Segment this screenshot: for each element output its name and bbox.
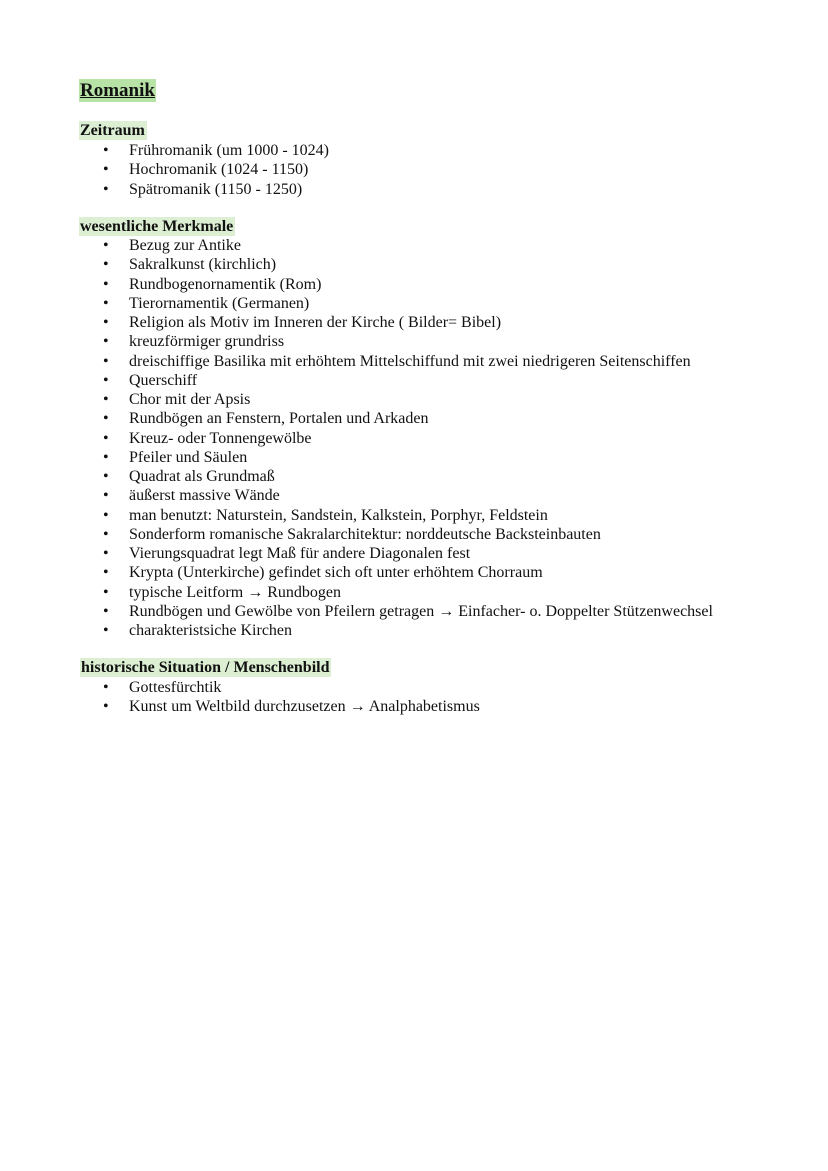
list-item: • Chor mit der Apsis (0, 390, 713, 409)
list-item: • Frühromanik (um 1000 - 1024) (0, 141, 329, 160)
list-item: • Sakralkunst (kirchlich) (0, 255, 713, 274)
list-item: • Religion als Motiv im Inneren der Kirche ( Bilder= Bibel) (0, 313, 713, 332)
list-item: • äußerst massive Wände (0, 486, 713, 505)
list-item: • Rundbögen an Fenstern, Portalen und Arkaden (0, 409, 713, 428)
list-historische-situation (0, 678, 480, 717)
list-item: • Spätromanik (1150 - 1250) (0, 180, 329, 199)
section-heading-merkmale: wesentliche Merkmale (80, 218, 234, 235)
list-merkmale (0, 236, 713, 640)
list-item: • Sonderform romanische Sakralarchitektur: norddeutsche Backsteinbauten (0, 525, 713, 544)
list-item: • Hochromanik (1024 - 1150) (0, 160, 329, 179)
list-item: • Gottesfürchtik (0, 678, 480, 697)
list-item: • typische Leitform → Rundbogen (0, 583, 713, 602)
list-item: • Rundbogenornamentik (Rom) (0, 275, 713, 294)
list-item: • dreischiffige Basilika mit erhöhtem Mittelschiffund mit zwei niedrigeren Seitenschiffen (0, 352, 713, 371)
list-item: • Querschiff (0, 371, 713, 390)
list-item: • charakteristsiche Kirchen (0, 621, 713, 640)
list-item: • Kreuz- oder Tonnengewölbe (0, 429, 713, 448)
list-item: • Vierungsquadrat legt Maß für andere Diagonalen fest (0, 544, 713, 563)
section-heading-zeitraum: Zeitraum (80, 122, 145, 139)
list-item: • Quadrat als Grundmaß (0, 467, 713, 486)
page-title: Romanik (80, 80, 155, 101)
list-zeitraum (0, 141, 329, 199)
section-heading-historische-situation: historische Situation / Menschenbild (81, 659, 330, 676)
list-item: • kreuzförmiger grundriss (0, 332, 713, 351)
list-item: • Pfeiler und Säulen (0, 448, 713, 467)
list-item: • Tierornamentik (Germanen) (0, 294, 713, 313)
list-item: • Krypta (Unterkirche) gefindet sich oft unter erhöhtem Chorraum (0, 563, 713, 582)
list-item: • Rundbögen und Gewölbe von Pfeilern getragen → Einfacher- o. Doppelter Stützenwechsel (0, 602, 713, 621)
list-item: • Bezug zur Antike (0, 236, 713, 255)
list-item: • Kunst um Weltbild durchzusetzen → Analphabetismus (0, 697, 480, 716)
list-item: • man benutzt: Naturstein, Sandstein, Kalkstein, Porphyr, Feldstein (0, 506, 713, 525)
